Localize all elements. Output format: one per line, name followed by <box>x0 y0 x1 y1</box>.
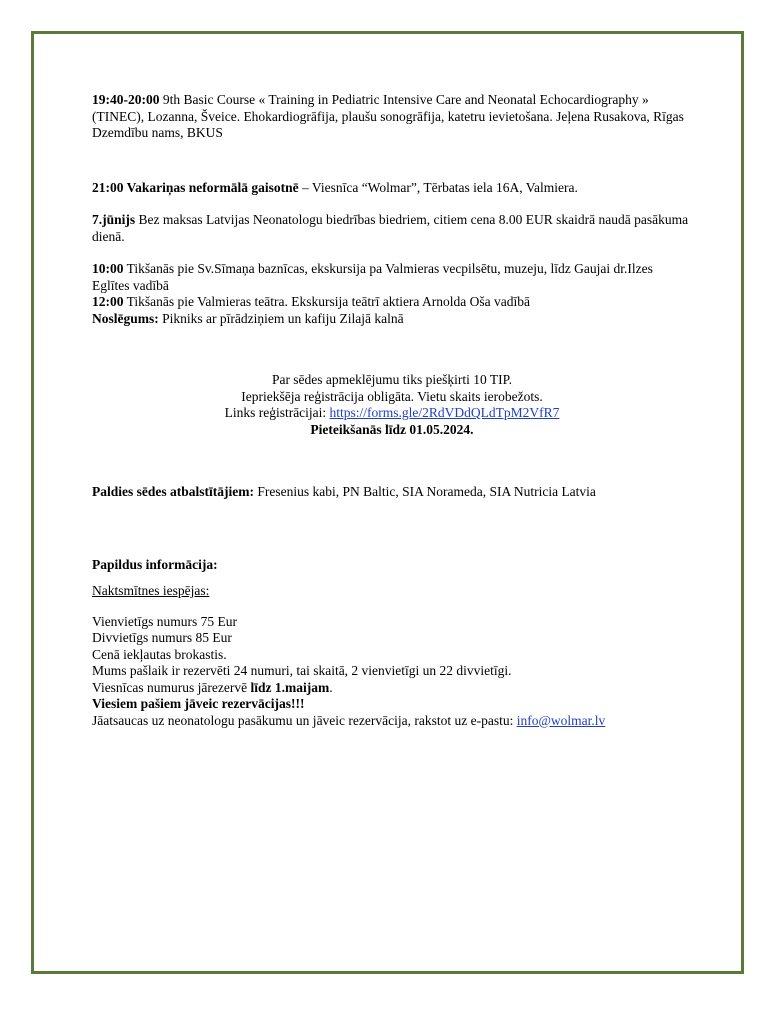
accommodation-heading: Naktsmītnes iespējas: <box>92 583 210 598</box>
day-text: Bez maksas Latvijas Neonatologu biedrības biedriem, citiem cena 8.00 EUR skaidrā naudā pasākuma dienā. <box>92 212 689 244</box>
dinner-label: 21:00 Vakariņas neformālā gaisotnē <box>92 179 299 195</box>
time-label: 10:00 <box>92 261 124 276</box>
item-text: Pikniks ar pīrādziņiem un kafiju Zilajā kalnā <box>158 310 404 326</box>
contact-line <box>92 713 692 730</box>
self-booking-text: Viesiem pašiem jāveic rezervācijas!!! <box>92 696 305 711</box>
item-text: – Viesnīca “Wolmar”, Tērbatas iela 16A, Valmiera. <box>298 179 578 195</box>
contact-text: Jāatsaucas uz neonatologu pasākumu un jāveic rezervācija, rakstot uz e-pastu: <box>92 712 517 728</box>
registration-link-line <box>92 405 692 422</box>
item-text: Tikšanās pie Valmieras teātra. Ekskursija teātrī aktiera Arnolda Oša vadībā <box>123 294 531 309</box>
breakfast-note: Cenā iekļautas brokastis. <box>92 646 227 662</box>
closing-label: Noslēgums: <box>92 310 159 326</box>
credits-note: Par sēdes apmeklējumu tiks piešķirti 10 TIP. <box>271 372 513 387</box>
program-item-dinner <box>92 180 692 197</box>
day-heading <box>92 212 692 245</box>
booking-deadline-suffix: . <box>329 679 333 695</box>
link-label: Links reģistrācijai: <box>224 405 330 420</box>
document-body <box>92 92 692 729</box>
item-text: Tikšanās pie Sv.Sīmaņa baznīcas, ekskursija pa Valmieras vecpilsētu, muzeju, līdz Gaujai dr.Ilzes Eglītes vadībā <box>92 261 653 293</box>
info-heading-text: Papildus informācija: <box>92 556 218 572</box>
booking-deadline <box>92 680 692 697</box>
double-room-price: Divvietīgs numurs 85 Eur <box>92 630 232 645</box>
sponsors-line <box>92 484 692 501</box>
email-link[interactable]: info@wolmar.lv <box>516 712 606 728</box>
program-item-tinec <box>92 92 692 142</box>
booking-deadline-date: līdz 1.maijam <box>250 679 330 695</box>
program-item-theatre <box>92 294 692 311</box>
registration-link[interactable]: https://forms.gle/2RdVDdQLdTpM2VfR7 <box>329 405 560 420</box>
booking-deadline-prefix: Viesnīcas numurus jārezervē <box>92 679 251 695</box>
sponsors-text: Fresenius kabi, PN Baltic, SIA Norameda, SIA Nutricia Latvia <box>253 484 596 499</box>
time-label: 19:40-20:00 <box>92 92 160 107</box>
item-text: 9th Basic Course « Training in Pediatric Intensive Care and Neonatal Echocardiography » (TINEC), Lozanna, Šveice. Ehokardiogrāfija, plaušu sonogrāfija, katetru ievietošana. Jeļena Rusakova, Rīgas Dzemdību nams, BKUS <box>92 92 684 140</box>
info-heading <box>92 557 692 574</box>
registration-block <box>92 372 692 438</box>
day-label: 7.jūnijs <box>92 212 136 227</box>
accommodation-details <box>92 614 692 730</box>
deadline-text: Pieteikšanās līdz 01.05.2024. <box>310 421 474 437</box>
program-item-excursion <box>92 261 692 294</box>
registration-note: Iepriekšēja reģistrācija obligāta. Vietu skaits ierobežots. <box>241 388 543 404</box>
program-item-closing <box>92 311 692 328</box>
time-label: 12:00 <box>92 294 124 309</box>
reserved-rooms-note: Mums pašlaik ir rezervēti 24 numuri, tai skaitā, 2 vienvietīgi un 22 divvietīgi. <box>92 663 512 678</box>
self-booking-note <box>92 696 692 713</box>
deadline <box>92 422 692 439</box>
sponsors-label: Paldies sēdes atbalstītājiem: <box>92 484 254 499</box>
single-room-price: Vienvietīgs numurs 75 Eur <box>92 613 238 629</box>
